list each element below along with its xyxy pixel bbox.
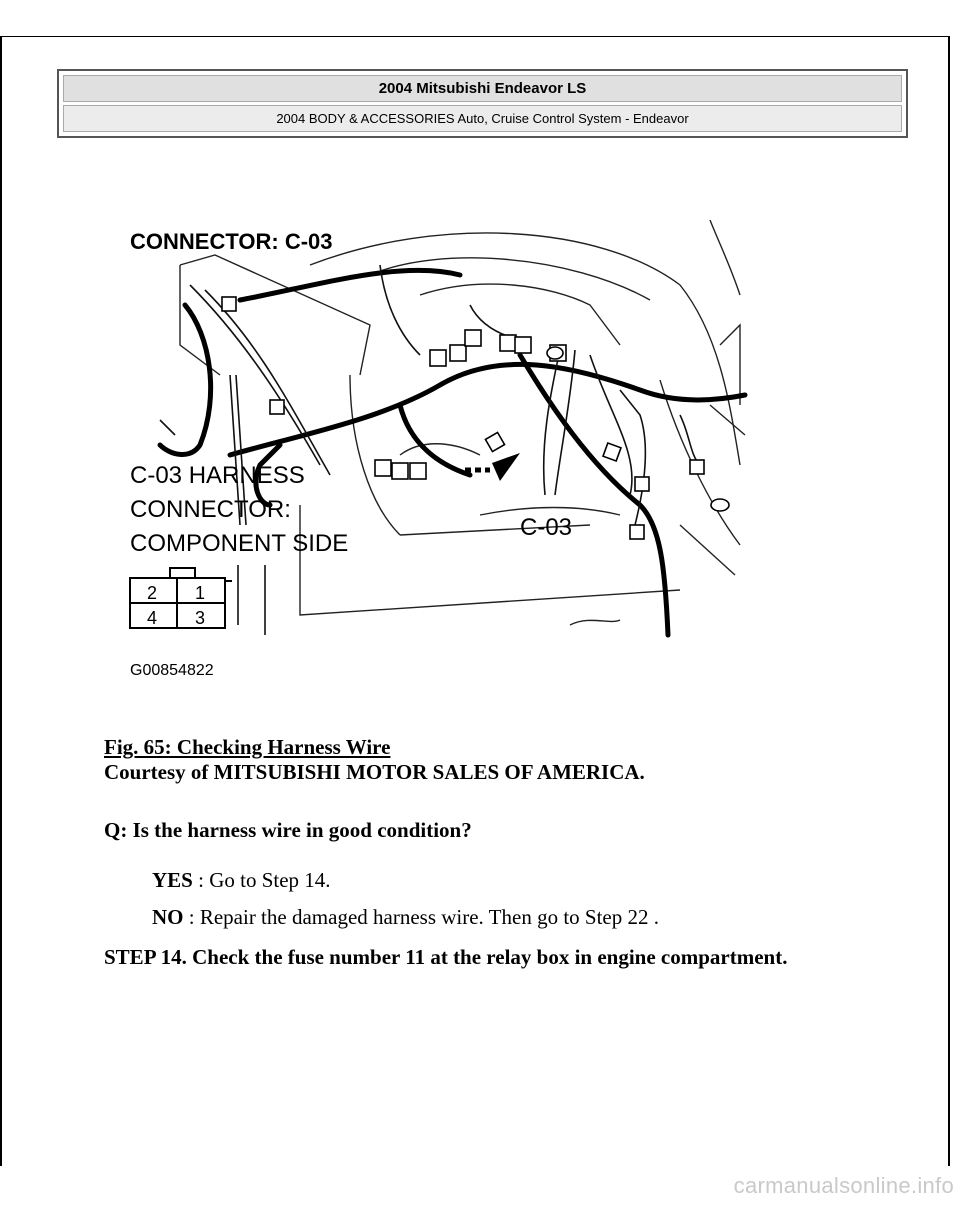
watermark: carmanualsonline.info <box>733 1173 954 1198</box>
document-header <box>57 69 908 138</box>
figure-title: Fig. 65: Checking Harness Wire <box>104 735 391 759</box>
figure-code: G00854822 <box>130 662 214 679</box>
header-title: 2004 Mitsubishi Endeavor LS <box>63 75 902 102</box>
pin-4: 4 <box>147 608 158 628</box>
pin-1: 1 <box>195 583 206 603</box>
harness-label-line3: COMPONENT SIDE <box>130 530 349 557</box>
step-14: STEP 14. Check the fuse number 11 at the relay box in engine compartment. <box>104 945 788 969</box>
answer-yes <box>152 868 912 893</box>
answer-no-text: : Repair the damaged harness wire. Then go to Step 22 . <box>183 905 659 929</box>
harness-wire-figure <box>120 205 750 685</box>
harness-label-line1: C-03 HARNESS <box>130 462 305 489</box>
connector-label: CONNECTOR: C-03 <box>130 229 333 254</box>
harness-label-line2: CONNECTOR: <box>130 496 291 523</box>
answer-yes-label: YES <box>152 868 193 892</box>
c03-arrow <box>465 453 520 481</box>
header-subtitle: 2004 BODY & ACCESSORIES Auto, Cruise Control System - Endeavor <box>63 105 902 132</box>
question: Q: Is the harness wire in good condition? <box>104 818 472 842</box>
harness-wires <box>160 270 745 635</box>
pin-2: 2 <box>147 583 158 603</box>
figure-courtesy: Courtesy of MITSUBISHI MOTOR SALES OF AMERICA. <box>104 760 645 784</box>
answer-no-label: NO <box>152 905 184 929</box>
pinout-diagram <box>130 568 232 628</box>
pin-3: 3 <box>195 608 206 628</box>
answer-yes-text: : Go to Step 14. <box>192 868 331 892</box>
answer-no <box>152 905 912 930</box>
c03-callout: C-03 <box>520 514 573 541</box>
